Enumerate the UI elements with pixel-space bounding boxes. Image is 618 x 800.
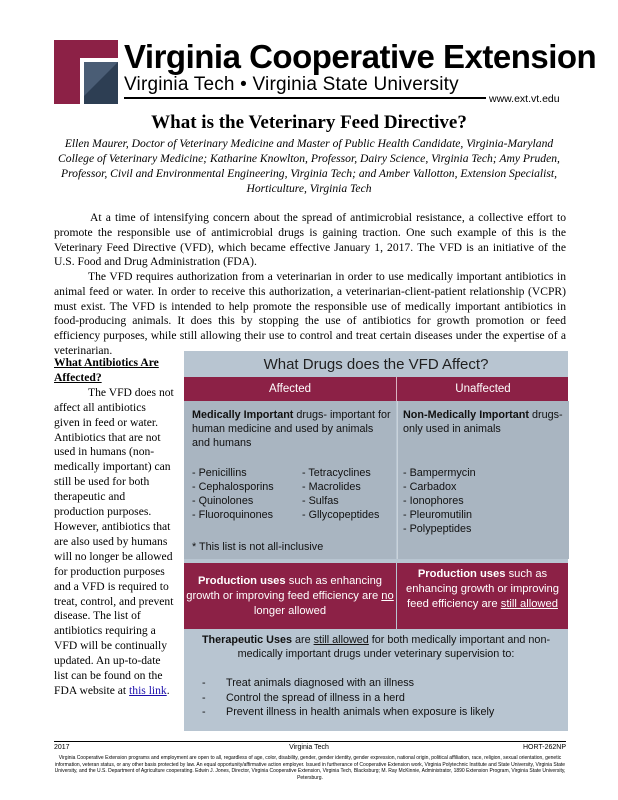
list-item: - Macrolides <box>302 481 361 493</box>
list-item: - Tetracyclines <box>302 467 371 479</box>
list-item: - Pleuromutilin <box>403 509 473 521</box>
affected-header: Affected <box>269 383 311 395</box>
sidebar <box>54 356 174 699</box>
affected-description <box>192 408 392 450</box>
footer-institution: Virginia Tech <box>289 744 329 751</box>
production-unaffected-pre: such as enhancing growth or improving feed efficiency are <box>406 568 559 610</box>
unaffected-lead-bold: Non-Medically Important <box>403 409 529 421</box>
intro-paragraph-text: At a time of intensifying concern about the spread of antimicrobial resistance, a collective effort to promote the responsible use of antimicrobial drugs is gaining traction. One such example of this is the Veterinary Feed Directive (VFD), which became effective January 1, 2017. The VFD is an initiative of the U.S. Food and Drug Administration (FDA). <box>54 211 566 269</box>
vce-logo-icon <box>54 40 118 104</box>
list-item-text: Treat animals diagnosed with an illness <box>226 677 415 689</box>
unaffected-drug-list <box>403 466 476 536</box>
list-item: - Sulfas <box>302 495 339 507</box>
sidebar-body <box>54 386 174 699</box>
production-affected-underline: no <box>381 590 394 602</box>
therapeutic-bold: Therapeutic Uses <box>201 634 292 646</box>
list-dash: - <box>202 677 206 689</box>
production-unaffected-bold: Production uses <box>417 568 506 580</box>
list-item: - Ionophores <box>403 495 464 507</box>
therapeutic-uses <box>184 633 568 661</box>
sidebar-body-text: The VFD does not affect all antibiotics given in feed or water. Antibiotics that are not used in humans (non-medically important) can still be used for both therapeutic and production purposes. However, antibiotics that are also used by humans will no longer be allowed for production purposes and a VFD is required to treat, control, and prevent disease. The list of antibiotics requiring a VFD will be continually updated. An up-to-date list can be found on the FDA website at <box>54 385 174 697</box>
list-item: - Penicillins <box>192 467 247 479</box>
production-affected-bold: Production uses <box>197 575 286 587</box>
document-title: What is the Veterinary Feed Directive? <box>151 112 467 133</box>
list-item-text: Prevent illness in health animals when exposure is likely <box>226 706 495 718</box>
list-item: - Bampermycin <box>403 467 476 479</box>
therapeutic-list <box>202 676 494 720</box>
vfd-paragraph <box>54 270 566 359</box>
unaffected-lead-rest: drugs- only used in animals <box>403 409 563 435</box>
affected-lead-rest: drugs- important for human medicine and used by animals and humans <box>192 409 391 449</box>
sidebar-period: . <box>166 683 170 697</box>
production-affected-text <box>184 574 396 619</box>
author-list: Ellen Maurer, Doctor of Veterinary Medicine and Master of Public Health Candidate, Virginia-Maryland College of Veterinary Medicine; Katharine Knowlton, Professor, Dairy Science, Virginia Tech; Amy Pruden, Professor, Civil and Environmental Engineering, Virginia Tech; and Amber Vallotton, Extension Specialist, Horticulture, Virginia Tech <box>58 137 560 195</box>
footer-rule <box>54 741 566 742</box>
fda-link[interactable]: this link <box>129 683 167 697</box>
therapeutic-underline: still allowed <box>313 634 369 646</box>
list-item: - Quinolones <box>192 495 254 507</box>
list-item: - Gllycopeptides <box>302 509 380 521</box>
list-item: - Polypeptides <box>403 523 472 535</box>
vfd-paragraph-text: The VFD requires authorization from a veterinarian in order to use medically important antibiotics in animal feed or water. In order to receive this authorization, a veterinarian-client-patient relationship (VCPR) must exist. The VFD is intended to help promote the responsible use of medically important antibiotics in food-producing animals. It does this by stopping the use of antibiotics for growth promotion or feed efficiency purposes, while still allowing their use to control and treat certain diseases under the expertise of a veterinarian. <box>54 270 566 357</box>
unaffected-header: Unaffected <box>396 377 569 401</box>
list-item <box>202 705 494 720</box>
list-item <box>202 691 494 706</box>
footer-year: 2017 <box>54 744 70 751</box>
list-item: - Carbadox <box>403 481 457 493</box>
intro-paragraph <box>54 211 566 270</box>
affected-drug-list-2 <box>302 466 379 522</box>
footer-disclaimer: Virginia Cooperative Extension programs and employment are open to all, regardless of age, color, disability, gender, gender identity, gender expression, national origin, political affiliation, race, religion, sexual orientation, genetic information, veteran status, or any other basis protected by law. An equal opportunity/affirmative action employer. Issued in furtherance of Cooperative Extension work, Virginia Polytechnic Institute and State University, Virginia State University, and the U.S. Department of Agriculture cooperating. Edwin J. Jones, Director, Virginia Cooperative Extension, Virginia Tech, Blacksburg; M. Ray McKinnie, Administrator, 1890 Extension Program, Virginia State University, Petersburg. <box>54 755 566 781</box>
list-dash: - <box>202 691 206 704</box>
list-item: - Cephalosporins <box>192 481 274 493</box>
therapeutic-pre: are <box>291 634 314 646</box>
production-unaffected-underline: still allowed <box>500 598 558 610</box>
affected-lead-bold: Medically Important <box>192 409 294 421</box>
production-uses-unaffected <box>397 563 568 629</box>
list-item: - Fluoroquinones <box>192 509 274 521</box>
header-url: www.ext.vt.edu <box>486 93 560 105</box>
vfd-infographic <box>184 351 568 731</box>
list-dash: - <box>202 706 206 718</box>
production-affected-pre: such as enhancing growth or improving feed efficiency are <box>186 575 383 602</box>
therapeutic-post: for both medically important and non-medically important drugs under veterinary supervision to: <box>237 634 551 660</box>
footer-code: HORT-262NP <box>522 744 566 751</box>
production-uses-affected <box>184 563 396 629</box>
sidebar-heading: What Antibiotics Are Affected? <box>54 356 159 384</box>
org-partners: Virginia Tech • Virginia State University <box>124 74 459 95</box>
list-note: * This list is not all-inclusive <box>192 541 324 553</box>
infographic-header-row <box>184 377 568 401</box>
list-item-text: Control the spread of illness in a herd <box>226 691 405 704</box>
org-name: Virginia Cooperative Extension <box>124 38 597 75</box>
production-unaffected-text <box>397 567 568 612</box>
unaffected-description <box>403 408 563 436</box>
list-item <box>202 676 494 691</box>
affected-drug-list-1 <box>192 466 274 522</box>
infographic-title: What Drugs does the VFD Affect? <box>263 356 489 373</box>
production-affected-post: longer allowed <box>253 605 327 617</box>
